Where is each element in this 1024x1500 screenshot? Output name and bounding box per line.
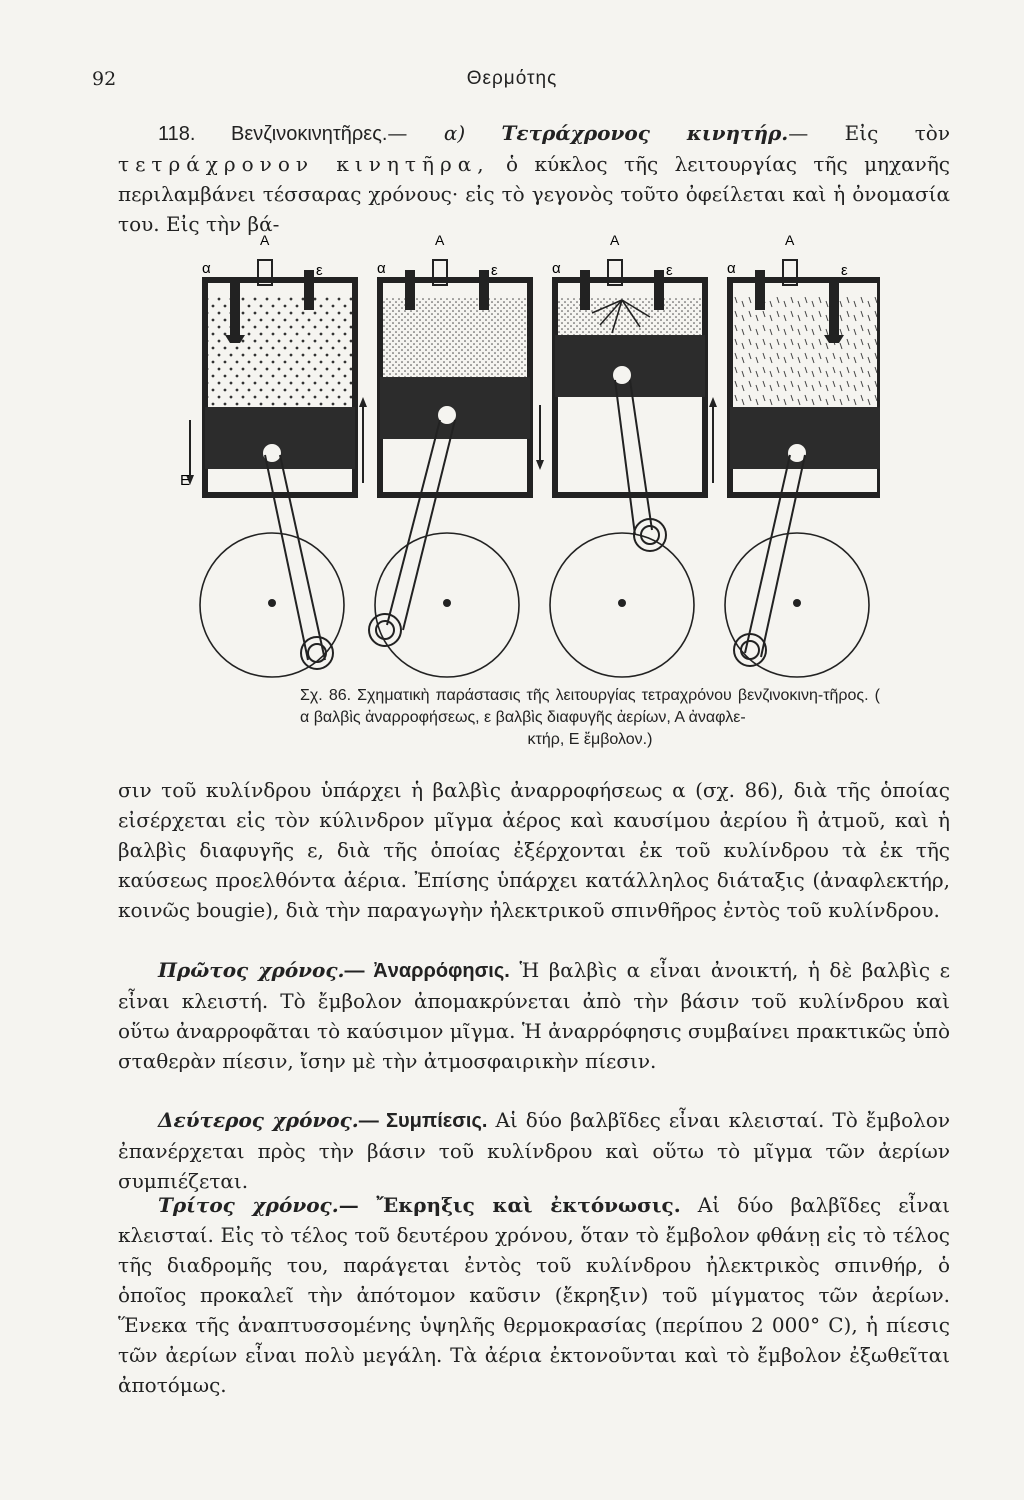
first-stroke-heading: Πρῶτος χρόνος. xyxy=(158,958,345,982)
subsection-title: Τετράχρονος κινητήρ. xyxy=(501,121,789,145)
first-stroke-title: — Ἀναρρόφησις. xyxy=(344,960,510,982)
paragraph-valves: σιν τοῦ κυλίνδρου ὑπάρχει ἡ βαλβὶς ἀναρροφήσεως α (σχ. 86), διὰ τῆς ὁποίας εἰσέρχεται εἰς τὸν κύλινδρον μῖγμα ἀέρος καὶ καυσίμου ἀερίου ἢ ἀτμοῦ, καὶ ἡ βαλβὶς διαφυγῆς ε, διὰ τῆς ὁποίας ἐξέρχονται ἐκ τοῦ κυλίνδρου τὰ ἐκ τῆς καύσεως προελθόντα ἀέρια. Ἐπίσης ὑπάρχει κατάλληλος διάταξις (ἀναφλεκτήρ, κοινῶς bougie), διὰ τὴν παραγωγὴν ἠλεκτρικοῦ σπινθῆρος ἐντὸς τοῦ κυλίνδρου. xyxy=(118,778,950,922)
first-stroke-text: Ἡ βαλβὶς α εἶναι ἀνοικτή, ἡ δὲ βαλβὶς ε εἶναι κλειστή. Τὸ ἔμβολον ἀπομακρύνεται ἀπὸ τὴν βάσιν τοῦ κυλίνδρου καὶ οὕτω ἀναρροφᾶται τὸ καύσιμον μῖγμα. Ἡ ἀναρρόφησις συμβαίνει πρακτικῶς ὑπὸ σταθερὰν πίεσιν, ἴσην μὲ τὴν ἀτμοσφαιρικὴν πίεσιν. xyxy=(118,958,950,1073)
label-spark-3: Α xyxy=(610,232,620,248)
section-heading: 118. Βενζινοκινητῆρες. xyxy=(158,123,388,145)
label-exhaust-2: ε xyxy=(491,262,498,279)
third-stroke-heading: Τρίτος χρόνος. xyxy=(158,1193,339,1217)
figure-caption xyxy=(300,685,880,751)
running-head: Θερμότης xyxy=(466,68,558,89)
caption-line-2: κτήρ, Ε ἔμβολον.) xyxy=(527,731,653,748)
second-stroke-text: Αἱ δύο βαλβῖδες εἶναι κλεισταί. Τὸ ἔμβολον ἐπανέρχεται πρὸς τὴν βάσιν τοῦ κυλίνδρου καὶ οὕτω τὸ μῖγμα τῶν ἀερίων συμπιέζεται. xyxy=(118,1108,951,1193)
second-stroke-title: — Συμπίεσις. xyxy=(358,1110,488,1132)
label-exhaust-3: ε xyxy=(666,262,673,279)
label-spark-4: Α xyxy=(785,232,795,248)
label-intake-1: α xyxy=(202,260,211,277)
label-exhaust-4: ε xyxy=(841,262,848,279)
heading-dash: — xyxy=(387,121,408,145)
cylinder-intake xyxy=(180,232,355,677)
label-spark-1: Α xyxy=(260,232,270,248)
label-exhaust-1: ε xyxy=(316,262,323,279)
paragraph-first-stroke xyxy=(118,955,950,1076)
section-intro xyxy=(118,118,950,239)
second-stroke-heading: Δεύτερος χρόνος. xyxy=(158,1108,359,1132)
cylinder-exhaust xyxy=(709,232,880,677)
label-piston: Ε xyxy=(180,472,191,489)
label-intake-4: α xyxy=(727,260,736,277)
caption-line-1: Σχ. 86. Σχηματικὴ παράστασις τῆς λειτουργίας τετραχρόνου βενζινοκινη-τῆρος. ( α βαλβὶς ἀναρροφήσεως, ε βαλβὶς διαφυγῆς ἀερίων, Α ἀναφλε- xyxy=(300,687,880,726)
paragraph-second-stroke xyxy=(118,1105,950,1196)
third-stroke-title: — Ἔκρηξις καὶ ἐκτόνωσις. xyxy=(338,1193,681,1217)
page-number: 92 xyxy=(92,68,117,90)
intro-rest: — Εἰς τὸν xyxy=(788,121,950,145)
label-intake-3: α xyxy=(552,260,561,277)
intro-text: ὁ κύκλος τῆς λειτουργίας τῆς μηχανῆς περιλαμβάνει τέσσαρας χρόνους· εἰς τὸ γεγονὸς τοῦτο ὀφείλεται καὶ ἡ ὀνομασία του. Εἰς τὴν βά- xyxy=(118,152,951,236)
third-stroke-text: Αἱ δύο βαλβῖδες εἶναι κλεισταί. Εἰς τὸ τέλος τοῦ δευτέρου χρόνου, ὅταν τὸ ἔμβολον φθάνῃ εἰς τὸ τέλος τῆς διαδρομῆς του, παράγεται ἐντὸς τοῦ κυλίνδρου ἠλεκτρικὸς σπινθήρ, ὁ ὁποῖος προκαλεῖ τὴν ἀπότομον καῦσιν (ἔκρηξιν) τοῦ μίγματος τῶν ἀερίων. Ἕνεκα τῆς ἀναπτυσσομένης ὑψηλῆς θερμοκρασίας (περίπου 2 000° C), ἡ πίεσις τῶν ἀερίων εἶναι πολὺ μεγάλη. Τὰ ἀέρια ἐκτονοῦνται καὶ τὸ ἔμβολον ἐξωθεῖται ἀποτόμως. xyxy=(118,1193,950,1397)
label-spark-2: Α xyxy=(435,232,445,248)
engine-figure xyxy=(180,225,880,685)
spaced-term: τετράχρονον κινητῆρα, xyxy=(118,152,490,176)
label-intake-2: α xyxy=(377,260,386,277)
subsection-letter: α) xyxy=(443,121,466,145)
cylinder-explosion xyxy=(536,232,705,677)
paragraph-third-stroke xyxy=(118,1190,950,1400)
cylinder-compression xyxy=(359,232,530,677)
